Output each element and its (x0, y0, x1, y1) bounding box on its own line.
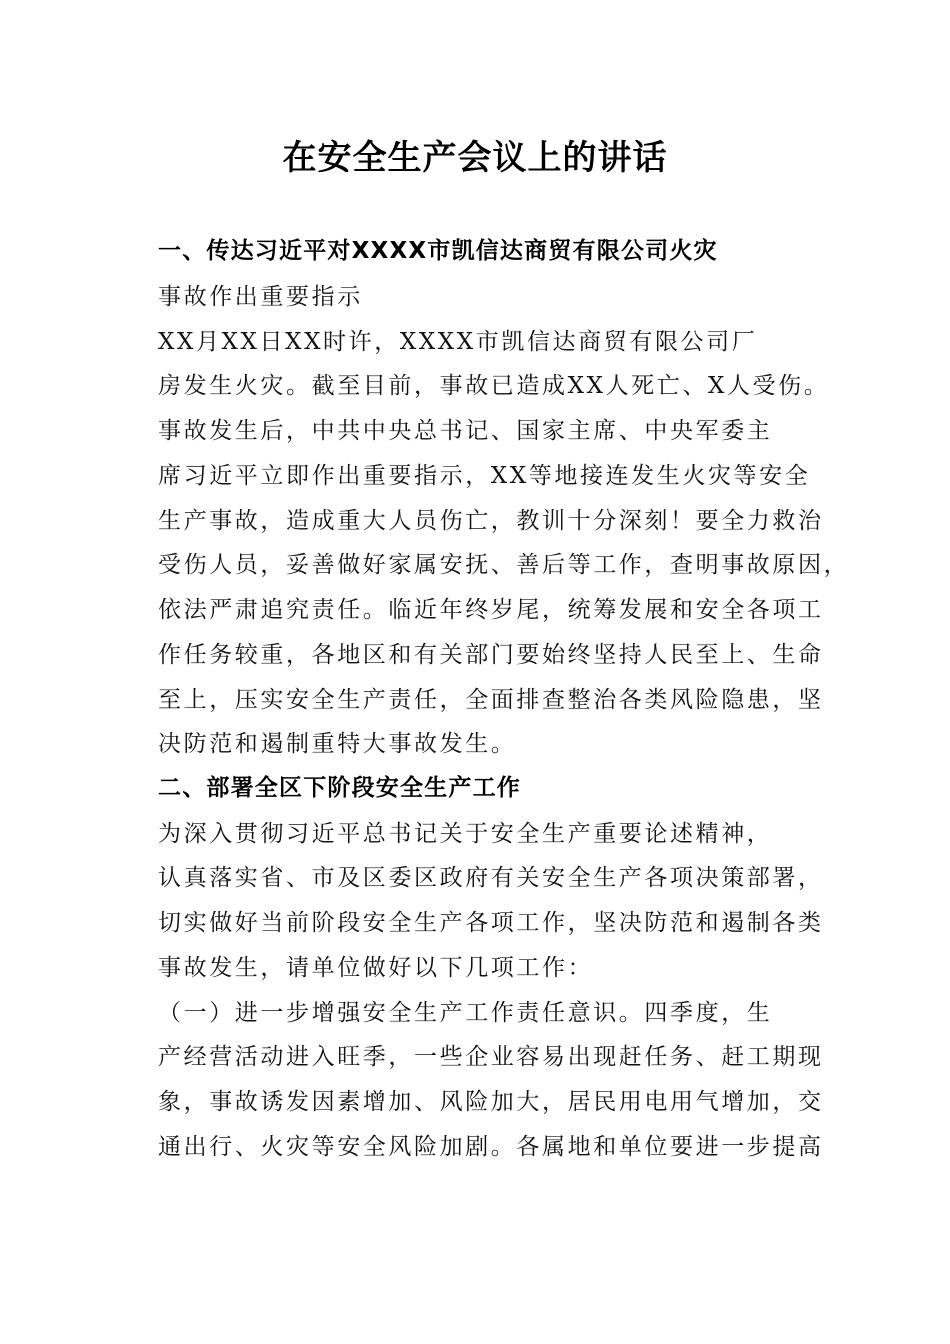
text-line: 象，事故诱发因素增加、风险加大，居民用电用气增加，交 (158, 1089, 824, 1115)
text-line: 房发生火灾。截至目前，事故已造成XX人死亡、X人受伤。 (158, 373, 830, 399)
text-line: 作任务较重，各地区和有关部门要始终坚持人民至上、生命 (158, 642, 824, 668)
text-line: 切实做好当前阶段安全生产各项工作，坚决防范和遏制各类 (158, 910, 824, 936)
text-line: XX月XX日XX时许，XXXX市凯信达商贸有限公司厂 (158, 329, 758, 355)
text-line: 产经营活动进入旺季，一些企业容易出现赶任务、赶工期现 (158, 1044, 824, 1070)
section-heading-2: 二、部署全区下阶段安全生产工作 (158, 775, 521, 801)
text-line: 通出行、火灾等安全风险加剧。各属地和单位要进一步提高 (158, 1134, 824, 1160)
text-line: 认真落实省、市及区委区政府有关安全生产各项决策部署， (158, 865, 824, 891)
text-line: 生产事故，造成重大人员伤亡，教训十分深刻！要全力救治 (158, 508, 824, 534)
text-line: 事故作出重要指示 (158, 284, 363, 310)
text-line: 受伤人员，妥善做好家属安抚、善后等工作，查明事故原因， (158, 552, 850, 578)
text-line: 至上，压实安全生产责任，全面排查整治各类风险隐患，坚 (158, 687, 824, 713)
text-line: 席习近平立即作出重要指示，XX等地接连发生火灾等安全 (158, 463, 811, 489)
section-heading-1: 一、传达习近平对XXXX市凯信达商贸有限公司火灾 (158, 238, 718, 264)
subsection-heading: （一）进一步增强安全生产工作责任意识。四季度，生 (158, 1000, 773, 1026)
text-line: 依法严肃追究责任。临近年终岁尾，统筹发展和安全各项工 (158, 597, 824, 623)
text-line: 为深入贯彻习近平总书记关于安全生产重要论述精神， (158, 821, 773, 847)
page-title: 在安全生产会议上的讲话 (282, 138, 668, 178)
text-line: 事故发生，请单位做好以下几项工作： (158, 955, 594, 981)
text-line: 事故发生后，中共中央总书记、国家主席、中央军委主 (158, 418, 773, 444)
text-line: 决防范和遏制重特大事故发生。 (158, 731, 517, 757)
